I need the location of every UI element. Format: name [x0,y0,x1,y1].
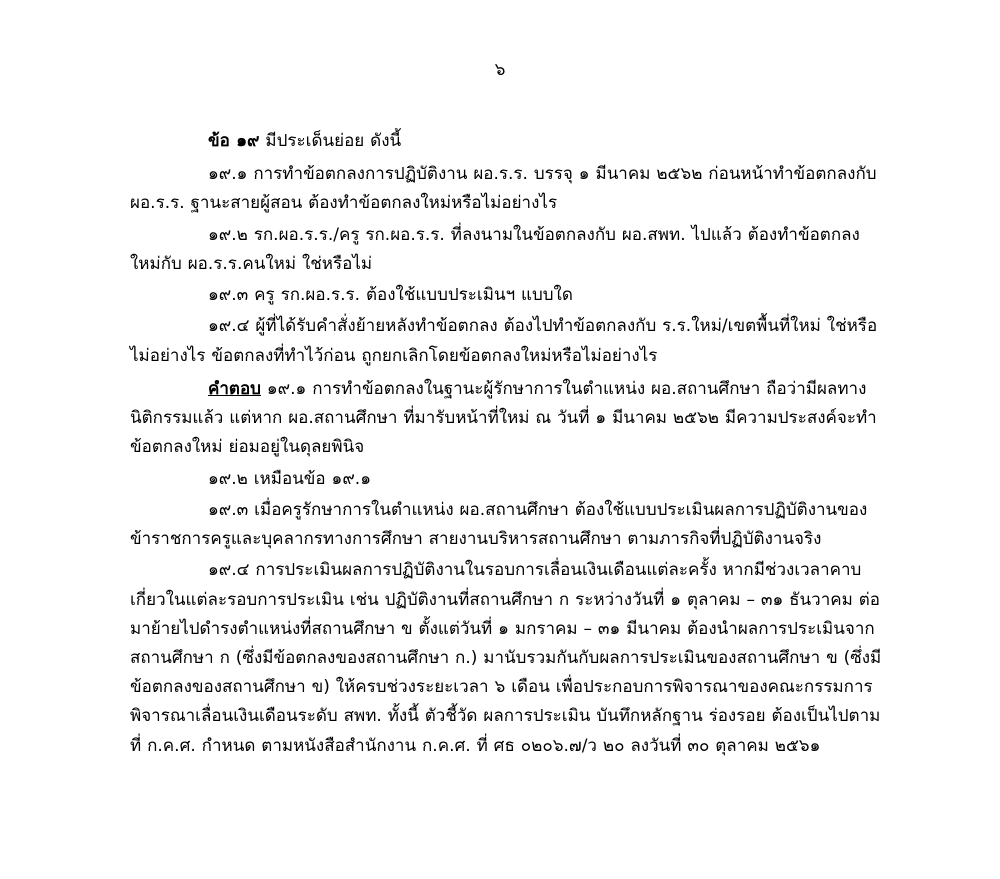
section-heading [130,127,882,156]
question-paragraph-4: ๑๙.๔ ผู้ที่ได้รับคำสั่งย้ายหลังทำข้อตกลง ต้องไปทำข้อตกลงกับ ร.ร.ใหม่/เขตพื้นที่ใหม่ ใช่หรือไม่อย่างไร ข้อตกลงที่ทำไว้ก่อน ถูกยกเลิกโดยข้อตกลงใหม่หรือไม่อย่างไร [130,316,878,366]
document-body [0,127,1000,761]
question-paragraph-3: ๑๙.๓ ครู รก.ผอ.ร.ร. ต้องใช้แบบประเมินฯ แบบใด [208,285,573,306]
answer-paragraph-1 [130,375,882,463]
answer-label: คำตอบ [208,378,261,399]
question-paragraph-1: ๑๙.๑ การทำข้อตกลงการปฏิบัติงาน ผอ.ร.ร. บรรจุ ๑ มีนาคม ๒๕๖๒ ก่อนหน้าทำข้อตกลงกับ ผอ.ร.ร. ฐานะสายผู้สอน ต้องทำข้อตกลงใหม่หรือไม่อย่างไร [130,164,877,214]
question-paragraph-2: ๑๙.๒ รก.ผอ.ร.ร./ครู รก.ผอ.ร.ร. ที่ลงนามในข้อตกลงกับ ผอ.สพท. ไปแล้ว ต้องทำข้อตกลงใหม่กับ ผอ.ร.ร.คนใหม่ ใช่หรือไม่ [130,224,860,274]
answer-text-1: ๑๙.๑ การทำข้อตกลงในฐานะผู้รักษาการในตำแหน่ง ผอ.สถานศึกษา ถือว่ามีผลทางนิติกรรมแล้ว แต่หาก ผอ.สถานศึกษา ที่มารับหน้าที่ใหม่ ณ วันที่ ๑ มีนาคม ๒๕๖๒ มีความประสงค์จะทำข้อตกลงใหม่ ย่อมอยู่ในดุลยพินิจ [130,378,877,458]
answer-paragraph-2: ๑๙.๒ เหมือนข้อ ๑๙.๑ [208,468,371,489]
answer-paragraph-3: ๑๙.๓ เมื่อครูรักษาการในตำแหน่ง ผอ.สถานศึกษา ต้องใช้แบบประเมินผลการปฏิบัติงานของข้าราชการครูและบุคลากรทางการศึกษา สายงานบริหารสถานศึกษา ตามภารกิจที่ปฏิบัติงานจริง [130,499,868,550]
section-heading-label: ข้อ ๑๙ [208,131,260,151]
section-heading-text: มีประเด็นย่อย ดังนี้ [265,131,402,151]
page-number: ๖ [494,60,506,80]
document-page [0,62,1000,879]
answer-paragraph-4: ๑๙.๔ การประเมินผลการปฏิบัติงานในรอบการเลื่อนเงินเดือนแต่ละครั้ง หากมีช่วงเวลาคาบเกี่ยวในแต่ละรอบการประเมิน เช่น ปฏิบัติงานที่สถานศึกษา ก ระหว่างวันที่ ๑ ตุลาคม – ๓๑ ธันวาคม ต่อมาย้ายไปดำรงตำแหน่งที่สถานศึกษา ข ตั้งแต่วันที่ ๑ มกราคม – ๓๑ มีนาคม ต้องนำผลการประเมินจากสถานศึกษา ก (ซึ่งมีข้อตกลงของสถานศึกษา ก.) มานับรวมกันกับผลการประเมินของสถานศึกษา ข (ซึ่งมีข้อตกลงของสถานศึกษา ข) ให้ครบช่วงระยะเวลา ๖ เดือน เพื่อประกอบการพิจารณาของคณะกรรมการพิจารณาเลื่อนเงินเดือนระดับ สพท. ทั้งนี้ ตัวชี้วัด ผลการประเมิน บันทึกหลักฐาน ร่องรอย ต้องเป็นไปตามที่ ก.ค.ศ. กำหนด ตามหนังสือสำนักงาน ก.ค.ศ. ที่ ศธ ๐๒๐๖.๗/ว ๒๐ ลงวันที่ ๓๐ ตุลาคม ๒๕๖๑ [130,560,882,756]
